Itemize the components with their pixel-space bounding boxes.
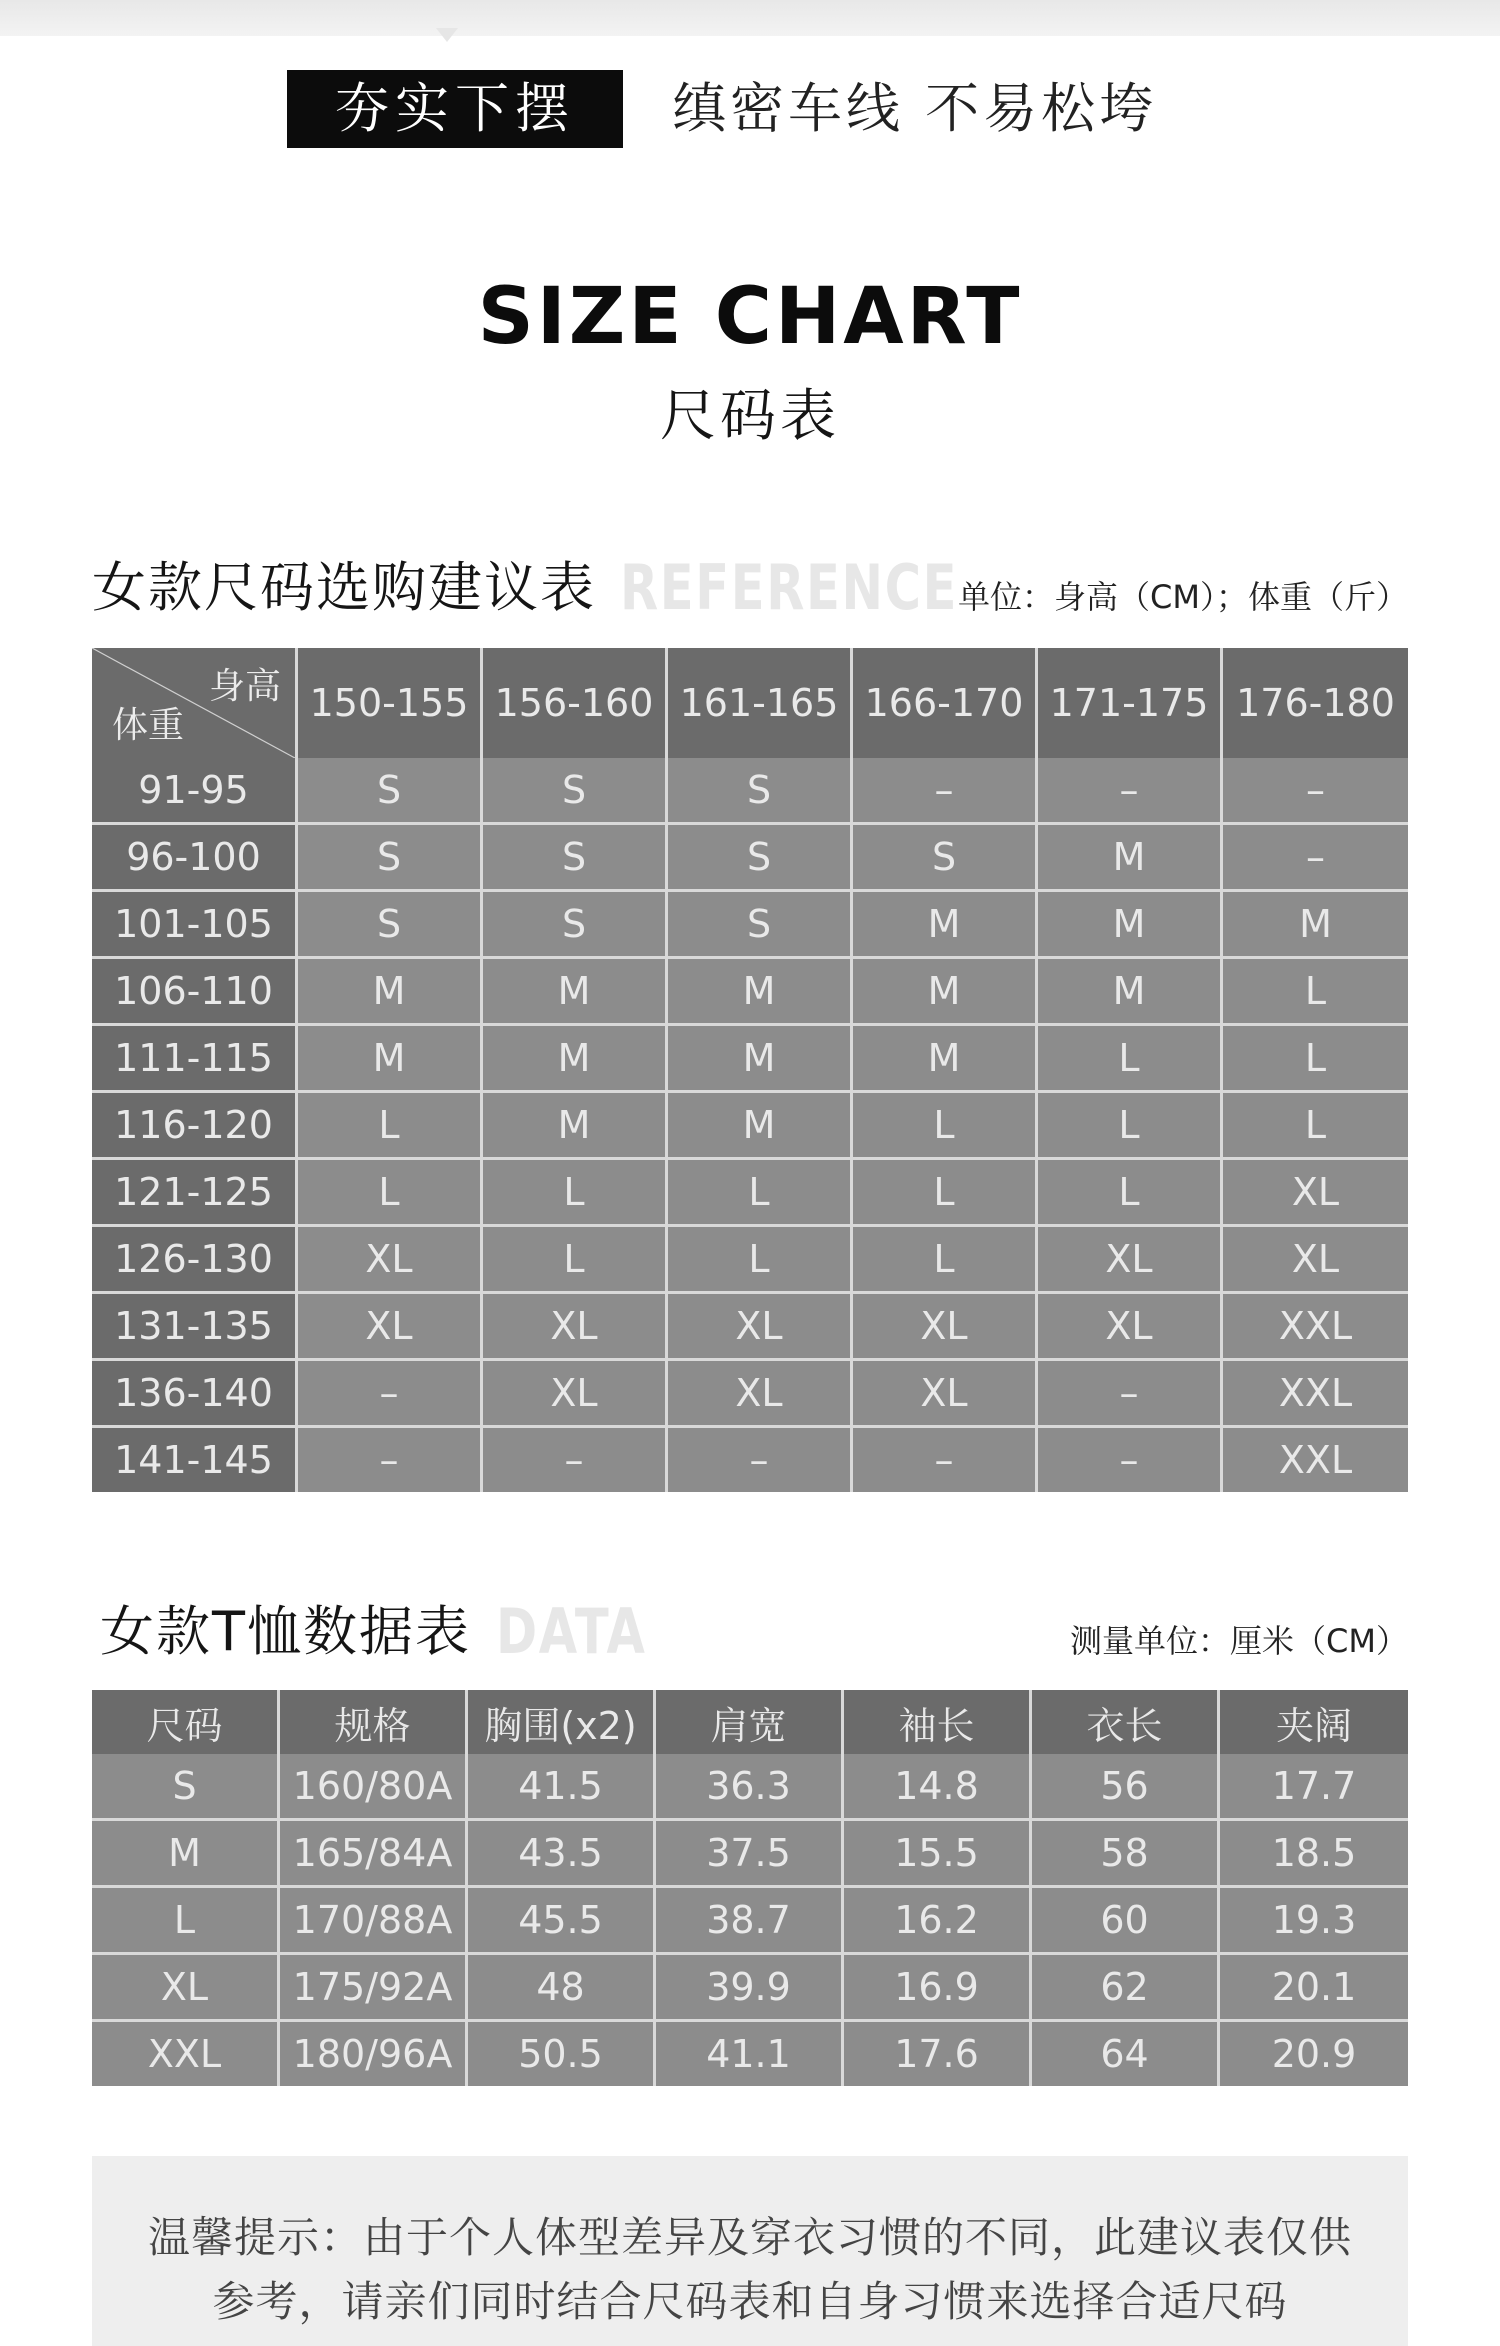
- tip-line-1: 温馨提示：由于个人体型差异及穿衣习惯的不同，此建议表仅供: [147, 2213, 1352, 2262]
- column-header: 夹阔: [1220, 1690, 1408, 1754]
- weight-row-header: 131-135: [92, 1294, 298, 1361]
- size-cell: –: [1223, 825, 1408, 892]
- size-cell: L: [668, 1227, 853, 1294]
- size-cell: –: [483, 1428, 668, 1492]
- table-cell: 20.9: [1220, 2022, 1408, 2086]
- table-cell: 17.6: [844, 2022, 1032, 2086]
- size-cell: L: [483, 1227, 668, 1294]
- table-cell: 38.7: [656, 1888, 844, 1955]
- size-cell: M: [668, 959, 853, 1026]
- table-row: [92, 1026, 1408, 1093]
- table-row: [92, 2022, 1408, 2086]
- size-cell: S: [853, 825, 1038, 892]
- size-cell: M: [668, 1093, 853, 1160]
- table-cell: 160/80A: [280, 1754, 468, 1821]
- feature-text: 缜密车线 不易松垮: [672, 77, 1158, 140]
- table-cell: 19.3: [1220, 1888, 1408, 1955]
- weight-row-header: 136-140: [92, 1361, 298, 1428]
- column-header: 规格: [280, 1690, 468, 1754]
- table-row: [92, 1888, 1408, 1955]
- size-cell: XXL: [1223, 1294, 1408, 1361]
- corner-cell: [92, 648, 298, 758]
- table-row: [92, 1955, 1408, 2022]
- reference-ghost-label: REFERENCE: [620, 551, 959, 624]
- table-row: [92, 758, 1408, 825]
- size-cell: –: [1038, 758, 1223, 825]
- table-row: [92, 1093, 1408, 1160]
- size-cell: L: [298, 1093, 483, 1160]
- table-cell: 15.5: [844, 1821, 1032, 1888]
- size-cell: M: [483, 959, 668, 1026]
- size-cell: S: [668, 758, 853, 825]
- size-cell: –: [1038, 1361, 1223, 1428]
- size-cell: L: [1038, 1160, 1223, 1227]
- size-cell: L: [1038, 1093, 1223, 1160]
- size-cell: XL: [1038, 1227, 1223, 1294]
- size-cell: XL: [668, 1294, 853, 1361]
- table-cell: S: [92, 1754, 280, 1821]
- table-cell: 20.1: [1220, 1955, 1408, 2022]
- table-cell: 39.9: [656, 1955, 844, 2022]
- table-cell: 16.9: [844, 1955, 1032, 2022]
- size-cell: S: [483, 758, 668, 825]
- table-cell: 37.5: [656, 1821, 844, 1888]
- table-row: [92, 1821, 1408, 1888]
- size-cell: S: [668, 825, 853, 892]
- size-cell: M: [298, 1026, 483, 1093]
- weight-row-header: 106-110: [92, 959, 298, 1026]
- size-cell: –: [853, 1428, 1038, 1492]
- weight-row-header: 96-100: [92, 825, 298, 892]
- table-cell: 58: [1032, 1821, 1220, 1888]
- table-row: [92, 959, 1408, 1026]
- data-header: [92, 1596, 1408, 1676]
- tip-box: [92, 2156, 1408, 2346]
- height-column-header: 171-175: [1038, 648, 1223, 758]
- tip-line-2: 参考，请亲们同时结合尺码表和自身习惯来选择合适尺码: [212, 2277, 1288, 2326]
- size-cell: L: [298, 1160, 483, 1227]
- size-cell: XL: [1223, 1227, 1408, 1294]
- table-row: [92, 825, 1408, 892]
- table-cell: XXL: [92, 2022, 280, 2086]
- size-cell: M: [1038, 959, 1223, 1026]
- weight-row-header: 126-130: [92, 1227, 298, 1294]
- table-cell: 16.2: [844, 1888, 1032, 1955]
- size-cell: M: [1223, 892, 1408, 959]
- data-unit: 测量单位：厘米（CM）: [1070, 1622, 1408, 1660]
- table-cell: 170/88A: [280, 1888, 468, 1955]
- size-cell: S: [483, 892, 668, 959]
- table-row: [92, 1294, 1408, 1361]
- table-cell: 43.5: [468, 1821, 656, 1888]
- table-cell: 17.7: [1220, 1754, 1408, 1821]
- table-cell: 41.1: [656, 2022, 844, 2086]
- height-column-header: 150-155: [298, 648, 483, 758]
- feature-tagline: [0, 66, 1500, 156]
- feature-highlight: 夯实下摆: [287, 70, 623, 148]
- size-cell: M: [483, 1026, 668, 1093]
- size-cell: XL: [298, 1294, 483, 1361]
- weight-row-header: 141-145: [92, 1428, 298, 1492]
- reference-header-row: [92, 648, 1408, 758]
- table-cell: 18.5: [1220, 1821, 1408, 1888]
- reference-title: 女款尺码选购建议表: [92, 556, 596, 619]
- column-header: 肩宽: [656, 1690, 844, 1754]
- table-cell: 41.5: [468, 1754, 656, 1821]
- table-row: [92, 1428, 1408, 1492]
- size-cell: XXL: [1223, 1428, 1408, 1492]
- weight-row-header: 111-115: [92, 1026, 298, 1093]
- pointer-notch: [436, 28, 458, 42]
- size-cell: S: [483, 825, 668, 892]
- size-cell: L: [668, 1160, 853, 1227]
- height-column-header: 161-165: [668, 648, 853, 758]
- weight-row-header: 121-125: [92, 1160, 298, 1227]
- size-cell: XL: [668, 1361, 853, 1428]
- table-row: [92, 892, 1408, 959]
- column-header: 衣长: [1032, 1690, 1220, 1754]
- height-column-header: 156-160: [483, 648, 668, 758]
- table-cell: 62: [1032, 1955, 1220, 2022]
- size-cell: L: [483, 1160, 668, 1227]
- size-cell: M: [483, 1093, 668, 1160]
- size-cell: L: [1223, 1026, 1408, 1093]
- page-title-cn: 尺码表: [660, 384, 840, 449]
- size-cell: –: [298, 1428, 483, 1492]
- size-cell: L: [1038, 1026, 1223, 1093]
- table-cell: 56: [1032, 1754, 1220, 1821]
- table-cell: 180/96A: [280, 2022, 468, 2086]
- table-cell: 45.5: [468, 1888, 656, 1955]
- size-cell: L: [853, 1093, 1038, 1160]
- column-header: 袖长: [844, 1690, 1032, 1754]
- size-cell: XXL: [1223, 1361, 1408, 1428]
- table-cell: 165/84A: [280, 1821, 468, 1888]
- size-cell: M: [1038, 892, 1223, 959]
- size-cell: M: [1038, 825, 1223, 892]
- size-cell: XL: [853, 1361, 1038, 1428]
- size-cell: S: [668, 892, 853, 959]
- page-title-en: SIZE CHART: [477, 272, 1023, 362]
- size-cell: L: [853, 1227, 1038, 1294]
- size-cell: XL: [853, 1294, 1038, 1361]
- table-cell: 36.3: [656, 1754, 844, 1821]
- weight-row-header: 101-105: [92, 892, 298, 959]
- reference-unit: 单位：身高（CM）；体重（斤）: [958, 578, 1408, 616]
- data-ghost-label: DATA: [496, 1595, 647, 1668]
- size-cell: –: [668, 1428, 853, 1492]
- table-cell: 64: [1032, 2022, 1220, 2086]
- table-row: [92, 1754, 1408, 1821]
- size-cell: S: [298, 892, 483, 959]
- weight-row-header: 116-120: [92, 1093, 298, 1160]
- size-cell: L: [853, 1160, 1038, 1227]
- tshirt-data-table: [92, 1690, 1408, 2086]
- height-column-header: 176-180: [1223, 648, 1408, 758]
- column-header: 胸围(x2): [468, 1690, 656, 1754]
- size-cell: –: [1038, 1428, 1223, 1492]
- size-cell: XL: [483, 1361, 668, 1428]
- size-cell: XL: [483, 1294, 668, 1361]
- column-header: 尺码: [92, 1690, 280, 1754]
- size-cell: L: [1223, 959, 1408, 1026]
- corner-height-label: 身高: [208, 666, 281, 707]
- weight-row-header: 91-95: [92, 758, 298, 825]
- data-title: 女款T恤数据表: [100, 1600, 471, 1663]
- size-cell: L: [1223, 1093, 1408, 1160]
- table-cell: XL: [92, 1955, 280, 2022]
- size-cell: M: [853, 1026, 1038, 1093]
- size-cell: –: [298, 1361, 483, 1428]
- data-header-row: [92, 1690, 1408, 1754]
- corner-weight-label: 体重: [112, 705, 185, 746]
- size-cell: XL: [1223, 1160, 1408, 1227]
- table-cell: 50.5: [468, 2022, 656, 2086]
- size-cell: –: [853, 758, 1038, 825]
- height-column-header: 166-170: [853, 648, 1038, 758]
- table-cell: 48: [468, 1955, 656, 2022]
- table-row: [92, 1160, 1408, 1227]
- table-cell: L: [92, 1888, 280, 1955]
- size-cell: M: [298, 959, 483, 1026]
- size-cell: S: [298, 758, 483, 825]
- table-row: [92, 1227, 1408, 1294]
- size-cell: S: [298, 825, 483, 892]
- size-cell: M: [853, 959, 1038, 1026]
- table-cell: 60: [1032, 1888, 1220, 1955]
- size-cell: XL: [1038, 1294, 1223, 1361]
- reference-header: [92, 552, 1408, 632]
- table-cell: 14.8: [844, 1754, 1032, 1821]
- size-cell: M: [853, 892, 1038, 959]
- top-band: [0, 0, 1500, 36]
- table-cell: M: [92, 1821, 280, 1888]
- reference-table: [92, 648, 1408, 1492]
- table-row: [92, 1361, 1408, 1428]
- size-cell: –: [1223, 758, 1408, 825]
- size-cell: XL: [298, 1227, 483, 1294]
- table-cell: 175/92A: [280, 1955, 468, 2022]
- size-cell: M: [668, 1026, 853, 1093]
